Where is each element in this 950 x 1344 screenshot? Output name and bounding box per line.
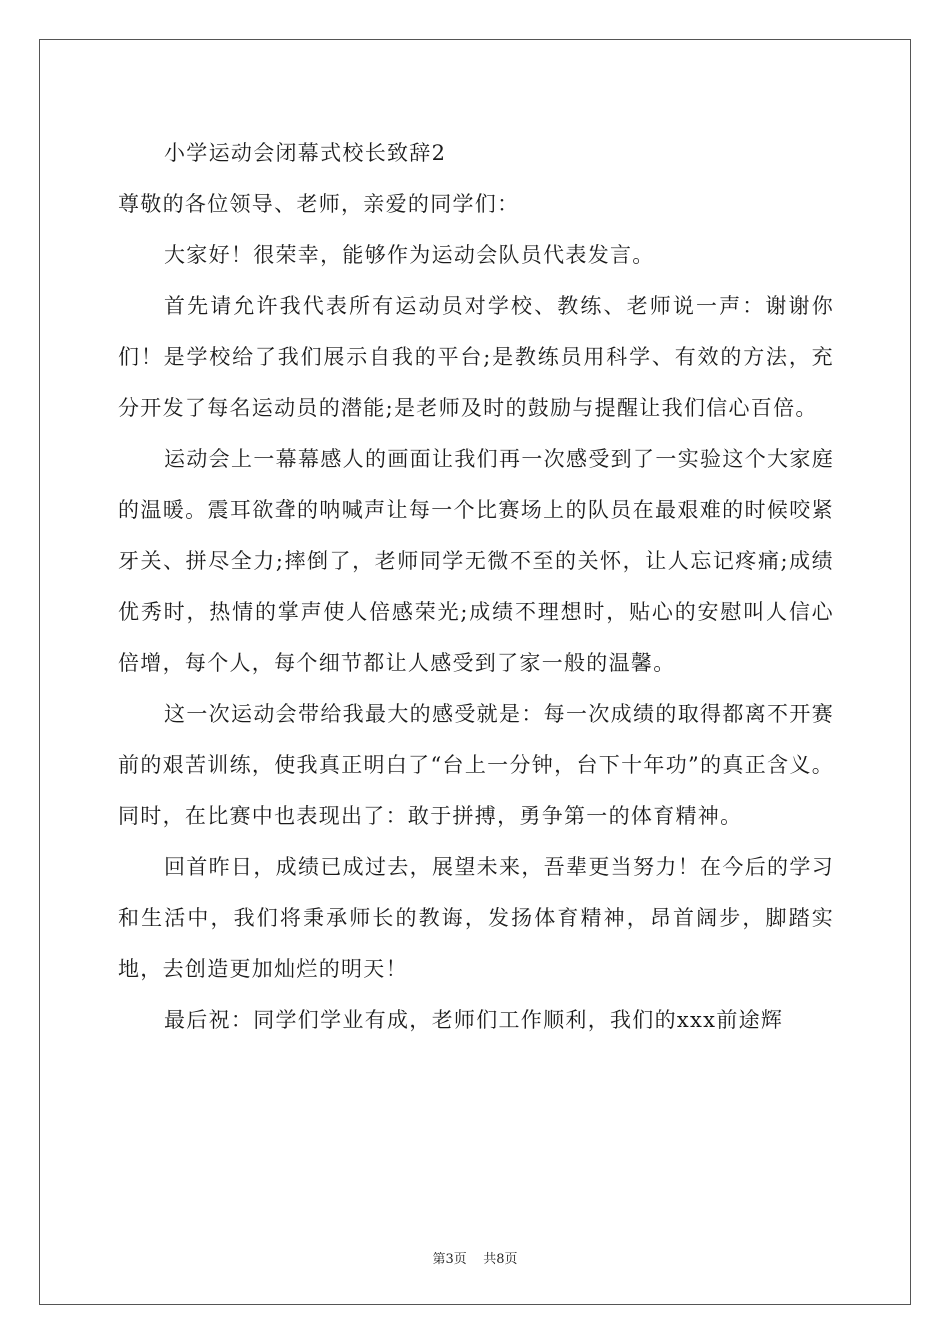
paragraph-thanks: 首先请允许我代表所有运动员对学校、教练、老师说一声：谢谢你们！是学校给了我们展示自我的平台;是教练员用科学、有效的方法，充分开发了每名运动员的潜能;是老师及时的鼓励与提醒让我们信心百倍。	[118, 294, 834, 420]
document-title: 小学运动会闭幕式校长致辞2	[164, 141, 447, 165]
paragraph-wishes: 最后祝：同学们学业有成，老师们工作顺利，我们的xxx前途辉	[164, 1008, 784, 1032]
salutation: 尊敬的各位领导、老师，亲爱的同学们：	[118, 192, 520, 216]
paragraph-future: 回首昨日，成绩已成过去，展望未来，吾辈更当努力！在今后的学习和生活中，我们将秉承师长的教诲，发扬体育精神，昂首阔步，脚踏实地，去创造更加灿烂的明天！	[118, 855, 834, 981]
paragraph-greeting: 大家好！很荣幸，能够作为运动会队员代表发言。	[164, 243, 655, 267]
page-total: 共8页	[483, 1252, 518, 1267]
page-number: 第3页	[432, 1252, 467, 1267]
paragraph-moments: 运动会上一幕幕感人的画面让我们再一次感受到了一实验这个大家庭的温暖。震耳欲聋的呐喊声让每一个比赛场上的队员在最艰难的时候咬紧牙关、拼尽全力;摔倒了，老师同学无微不至的关怀，让人忘记疼痛;成绩优秀时，热情的掌声使人倍感荣光;成绩不理想时，贴心的安慰叫人信心倍增，每个人，每个细节都让人感受到了家一般的温馨。	[118, 447, 834, 675]
paragraph-lesson: 这一次运动会带给我最大的感受就是：每一次成绩的取得都离不开赛前的艰苦训练，使我真正明白了“台上一分钟，台下十年功”的真正含义。同时，在比赛中也表现出了：敢于拼搏，勇争第一的体育精神。	[118, 702, 834, 828]
page-footer	[0, 1248, 950, 1267]
document-body	[118, 128, 834, 1046]
